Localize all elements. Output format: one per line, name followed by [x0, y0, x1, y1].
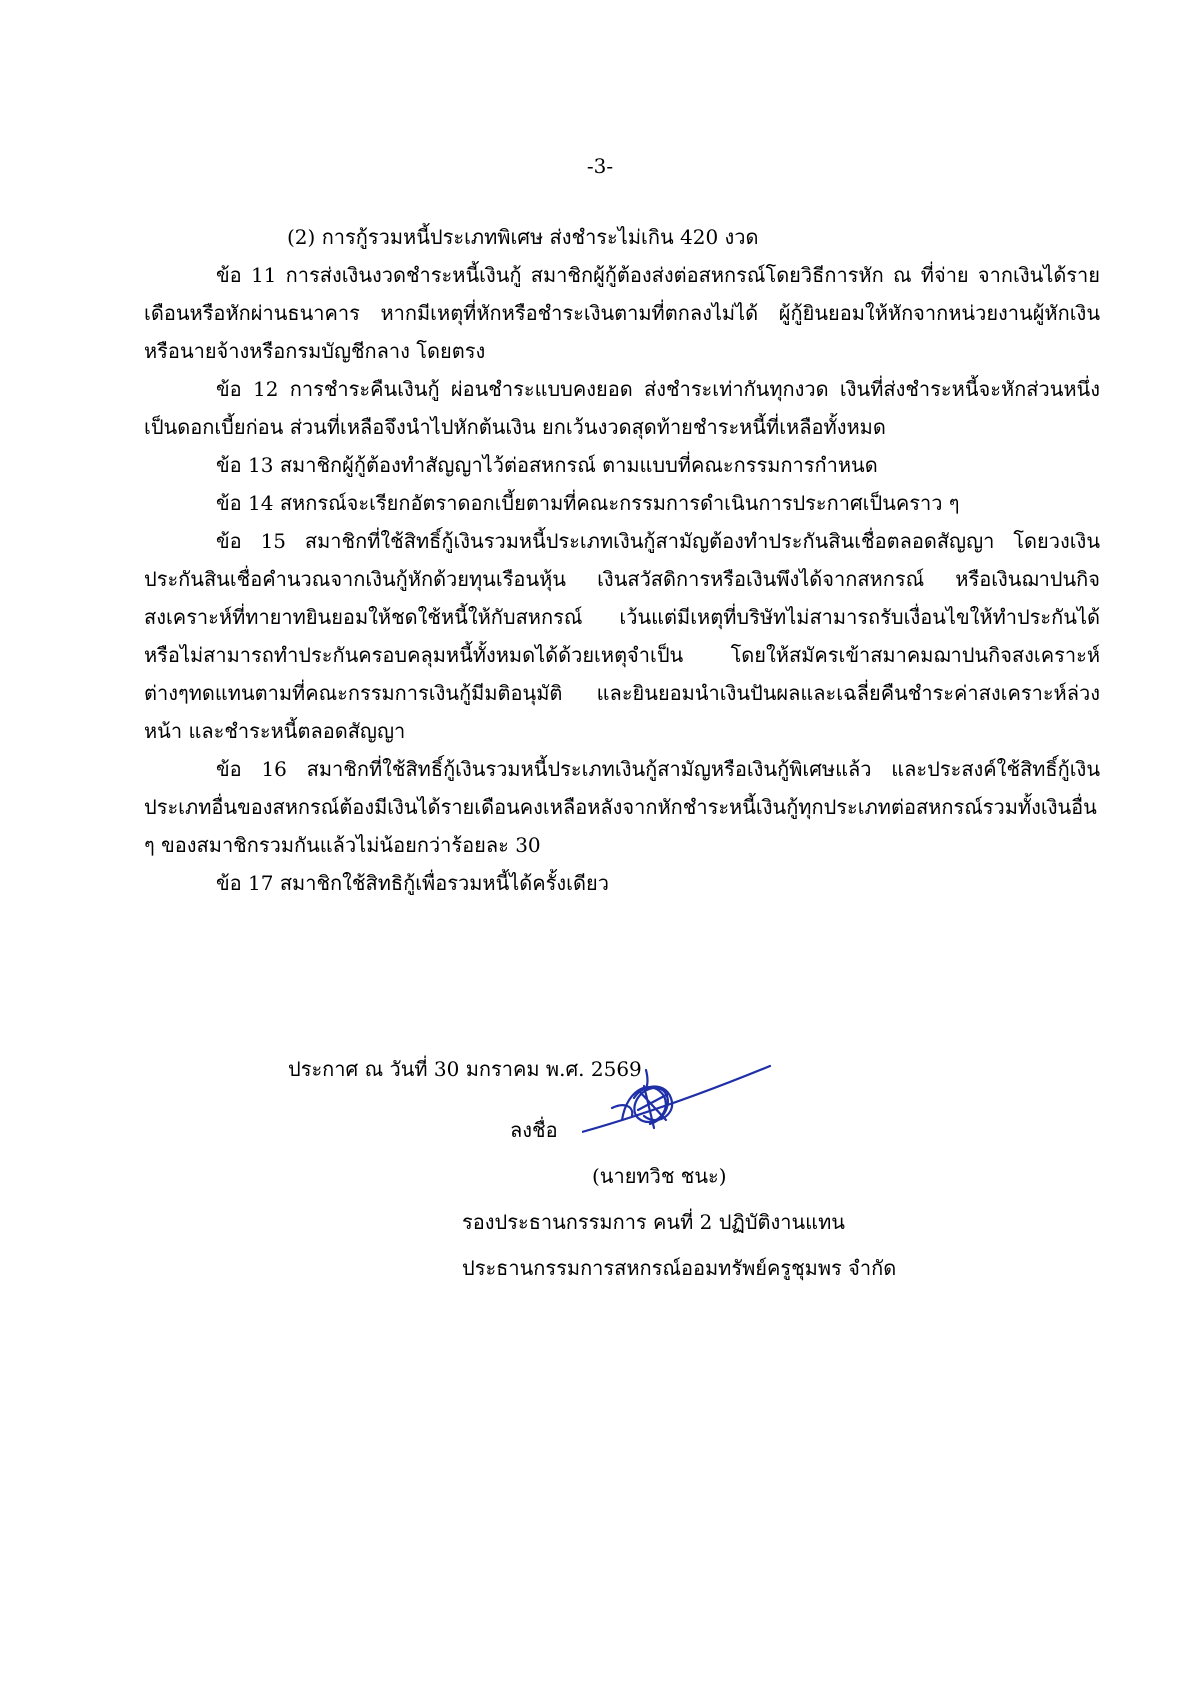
- signatory-position-2: ประธานกรรมการสหกรณ์ออมทรัพย์ครูชุมพร จำกัด: [462, 1256, 897, 1280]
- clause-13: ข้อ 13 สมาชิกผู้กู้ต้องทำสัญญาไว้ต่อสหกรณ์ ตามแบบที่คณะกรรมการกำหนด: [216, 453, 878, 477]
- signatory-position-1: รองประธานกรรมการ คนที่ 2 ปฏิบัติงานแทน: [462, 1210, 845, 1234]
- signatory-name: (นายทวิช ชนะ): [592, 1164, 727, 1188]
- page-number: -3-: [586, 154, 614, 178]
- clause-12: ข้อ 12 การชำระคืนเงินกู้ ผ่อนชำระแบบคงยอด ส่งชำระเท่ากันทุกงวด เงินที่ส่งชำระหนี้จะหักส่วนหนึ่งเป็นดอกเบี้ยก่อน ส่วนที่เหลือจึงนำไปหักต้นเงิน ยกเว้นงวดสุดท้ายชำระหนี้ที่เหลือทั้งหมด: [144, 377, 1100, 439]
- announcement-date: ประกาศ ณ วันที่ 30 มกราคม พ.ศ. 2569: [288, 1057, 642, 1081]
- clause-16: ข้อ 16 สมาชิกที่ใช้สิทธิ์กู้เงินรวมหนี้ประเภทเงินกู้สามัญหรือเงินกู้พิเศษแล้ว และประสงค์ใช้สิทธิ์กู้เงินประเภทอื่นของสหกรณ์ต้องมีเงินได้รายเดือนคงเหลือหลังจากหักชำระหนี้เงินกู้ทุกประเภทต่อสหกรณ์รวมทั้งเงินอื่น ๆ ของสมาชิกรวมกันแล้วไม่น้อยกว่าร้อยละ 30: [144, 757, 1100, 857]
- sign-label: ลงชื่อ: [510, 1118, 558, 1142]
- clause-14: ข้อ 14 สหกรณ์จะเรียกอัตราดอกเบี้ยตามที่คณะกรรมการดำเนินการประกาศเป็นคราว ๆ: [216, 491, 960, 515]
- handwritten-signature: [582, 1058, 782, 1148]
- clause-10-item-2: (2) การกู้รวมหนี้ประเภทพิเศษ ส่งชำระไม่เกิน 420 งวด: [287, 225, 759, 249]
- clause-15: ข้อ 15 สมาชิกที่ใช้สิทธิ์กู้เงินรวมหนี้ประเภทเงินกู้สามัญต้องทำประกันสินเชื่อตลอดสัญญา โดยวงเงินประกันสินเชื่อคำนวณจากเงินกู้หักด้วยทุนเรือนหุ้น เงินสวัสดิการหรือเงินพึงได้จากสหกรณ์ หรือเงินฌาปนกิจสงเคราะห์ที่ทายาทยินยอมให้ชดใช้หนี้ให้กับสหกรณ์ เว้นแต่มีเหตุที่บริษัทไม่สามารถรับเงื่อนไขให้ทำประกันได้หรือไม่สามารถทำประกันครอบคลุมหนี้ทั้งหมดได้ด้วยเหตุจำเป็น โดยให้สมัครเข้าสมาคมฌาปนกิจสงเคราะห์ต่างๆทดแทนตามที่คณะกรรมการเงินกู้มีมติอนุมัติ และยินยอมนำเงินปันผลและเฉลี่ยคืนชำระค่าสงเคราะห์ล่วงหน้า และชำระหนี้ตลอดสัญญา: [144, 529, 1100, 743]
- clause-17: ข้อ 17 สมาชิกใช้สิทธิกู้เพื่อรวมหนี้ได้ครั้งเดียว: [216, 871, 609, 895]
- clause-11: ข้อ 11 การส่งเงินงวดชำระหนี้เงินกู้ สมาชิกผู้กู้ต้องส่งต่อสหกรณ์โดยวิธีการหัก ณ ที่จ่าย จากเงินได้รายเดือนหรือหักผ่านธนาคาร หากมีเหตุที่หักหรือชำระเงินตามที่ตกลงไม่ได้ ผู้กู้ยินยอมให้หักจากหน่วยงานผู้หักเงินหรือนายจ้างหรือกรมบัญชีกลาง โดยตรง: [144, 263, 1100, 363]
